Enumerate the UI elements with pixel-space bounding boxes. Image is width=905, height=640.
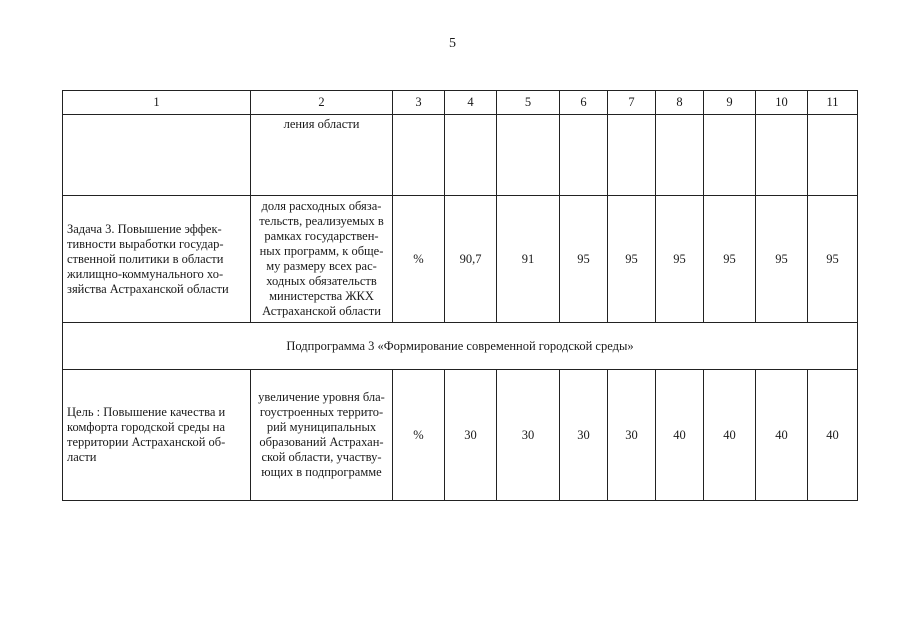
- task-indicator: доля расходных обяза-тельств, реализуемых в рамках государствен-ных программ, к обще-му размеру всех рас-ходных обязательств министерства ЖКХ Астраханской области: [251, 196, 393, 323]
- goal-row: [63, 370, 858, 501]
- value-cell: 30: [608, 370, 656, 501]
- column-header: 11: [808, 91, 858, 115]
- column-header: 7: [608, 91, 656, 115]
- cell-empty: [445, 115, 497, 196]
- continuation-row: [63, 115, 858, 196]
- goal-name: Цель : Повышение качества и комфорта городской среды на территории Астраханской об-ласти: [63, 370, 251, 501]
- value-cell: 40: [756, 370, 808, 501]
- task-name: Задача 3. Повышение эффек-тивности выработки государ-ственной политики в области жилищно-коммунального хо-зяйства Астраханской области: [63, 196, 251, 323]
- column-header: 5: [497, 91, 560, 115]
- page-number: 5: [449, 36, 456, 51]
- cell-empty: [656, 115, 704, 196]
- value-cell: 91: [497, 196, 560, 323]
- indicators-table: [62, 90, 858, 501]
- column-header: 4: [445, 91, 497, 115]
- column-header: 8: [656, 91, 704, 115]
- value-cell: 40: [808, 370, 858, 501]
- value-cell: 95: [704, 196, 756, 323]
- value-cell: 40: [704, 370, 756, 501]
- column-header: 1: [63, 91, 251, 115]
- column-header: 3: [393, 91, 445, 115]
- cell-empty: [608, 115, 656, 196]
- cell-empty: [756, 115, 808, 196]
- column-number-row: [63, 91, 858, 115]
- value-cell: 30: [445, 370, 497, 501]
- value-cell: 30: [497, 370, 560, 501]
- cell-empty: [808, 115, 858, 196]
- value-cell: 95: [808, 196, 858, 323]
- column-header: 2: [251, 91, 393, 115]
- task-3-row: [63, 196, 858, 323]
- unit-cell: %: [393, 196, 445, 323]
- unit-cell: %: [393, 370, 445, 501]
- value-cell: 95: [560, 196, 608, 323]
- cell-empty: [63, 115, 251, 196]
- continuation-indicator: ления области: [251, 115, 393, 196]
- value-cell: 95: [608, 196, 656, 323]
- column-header: 9: [704, 91, 756, 115]
- column-header: 10: [756, 91, 808, 115]
- cell-empty: [560, 115, 608, 196]
- column-header: 6: [560, 91, 608, 115]
- cell-empty: [393, 115, 445, 196]
- value-cell: 30: [560, 370, 608, 501]
- value-cell: 95: [656, 196, 704, 323]
- value-cell: 95: [756, 196, 808, 323]
- cell-empty: [497, 115, 560, 196]
- subprogram-row: [63, 323, 858, 370]
- goal-indicator: увеличение уровня бла-гоустроенных террито-рий муниципальных образований Астрахан-ской области, участву-ющих в подпрограмме: [251, 370, 393, 501]
- cell-empty: [704, 115, 756, 196]
- value-cell: 90,7: [445, 196, 497, 323]
- subprogram-title: Подпрограмма 3 «Формирование современной городской среды»: [63, 323, 858, 370]
- value-cell: 40: [656, 370, 704, 501]
